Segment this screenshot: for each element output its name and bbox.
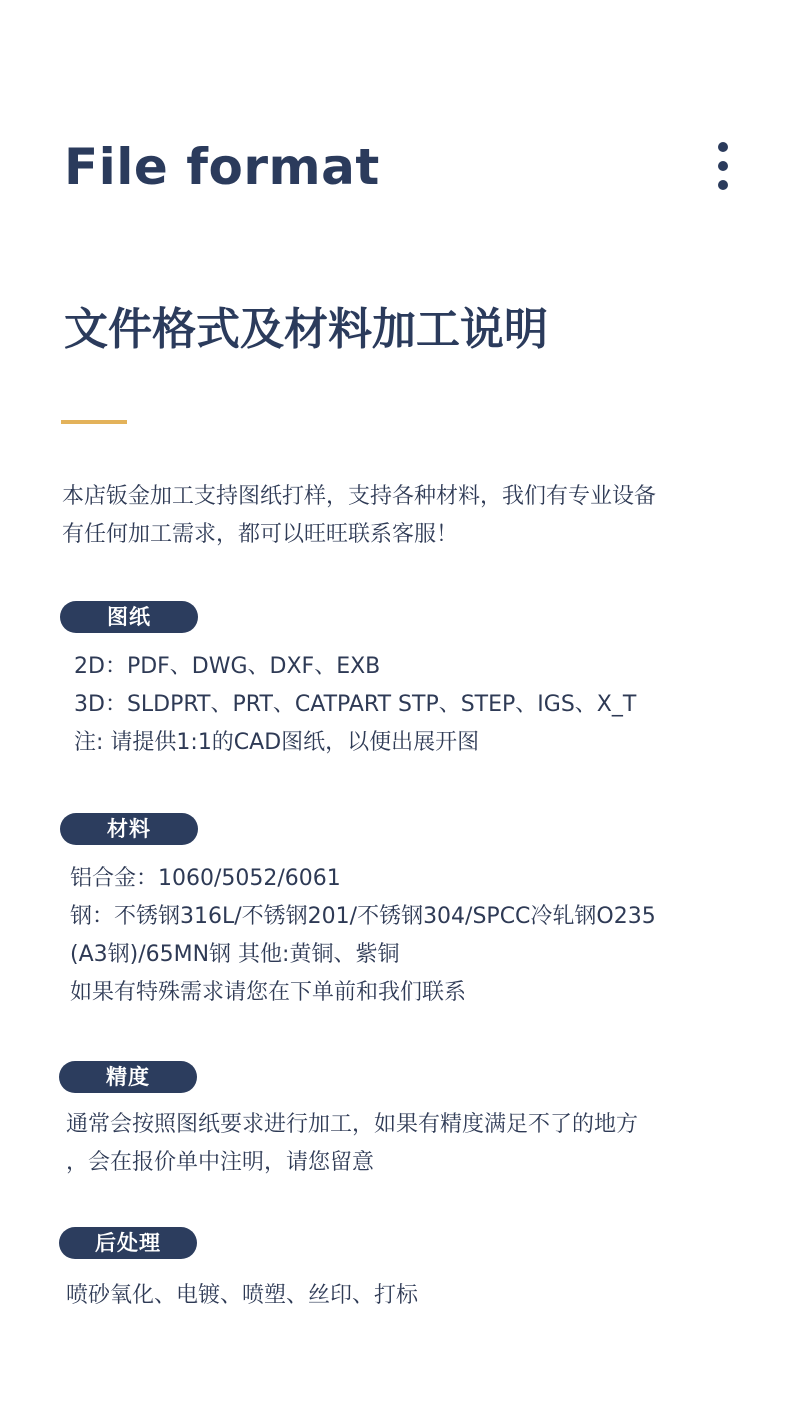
materials-line: (A3钢)/65MN钢 其他:黄铜、紫铜 <box>70 942 400 967</box>
section-precision-content <box>66 1106 638 1182</box>
section-drawings-content <box>74 648 636 762</box>
drawings-line: 注: 请提供1:1的CAD图纸，以便出展开图 <box>74 730 480 755</box>
intro-line: 有任何加工需求，都可以旺旺联系客服！ <box>62 522 459 547</box>
menu-dot <box>718 180 728 190</box>
drawings-line: 2D：PDF、DWG、DXF、EXB <box>74 654 381 679</box>
precision-line: 通常会按照图纸要求进行加工，如果有精度满足不了的地方 <box>66 1112 639 1137</box>
section-badge-post-processing: 后处理 <box>59 1227 197 1259</box>
intro-line: 本店钣金加工支持图纸打样，支持各种材料，我们有专业设备 <box>62 484 657 509</box>
materials-line: 如果有特殊需求请您在下单前和我们联系 <box>70 980 467 1005</box>
section-badge-drawings: 图纸 <box>60 601 198 633</box>
intro-text <box>62 478 752 554</box>
section-badge-materials: 材料 <box>60 813 198 845</box>
section-badge-precision: 精度 <box>59 1061 197 1093</box>
post-processing-line: 喷砂氧化、电镀、喷塑、丝印、打标 <box>66 1283 419 1308</box>
page-title-en: File format <box>64 138 380 196</box>
menu-dot <box>718 161 728 171</box>
precision-line: ，会在报价单中注明，请您留意 <box>66 1150 375 1175</box>
materials-line: 钢：不锈钢316L/不锈钢201/不锈钢304/SPCC冷轧钢O235 <box>70 904 656 929</box>
drawings-line: 3D：SLDPRT、PRT、CATPART STP、STEP、IGS、X_T <box>74 692 637 717</box>
more-vertical-icon[interactable] <box>710 142 736 190</box>
accent-divider <box>61 420 127 424</box>
menu-dot <box>718 142 728 152</box>
page-title-cn: 文件格式及材料加工说明 <box>64 304 548 355</box>
materials-line: 铝合金：1060/5052/6061 <box>70 866 341 891</box>
section-post-processing-content <box>66 1277 418 1315</box>
section-materials-content <box>70 860 656 1012</box>
